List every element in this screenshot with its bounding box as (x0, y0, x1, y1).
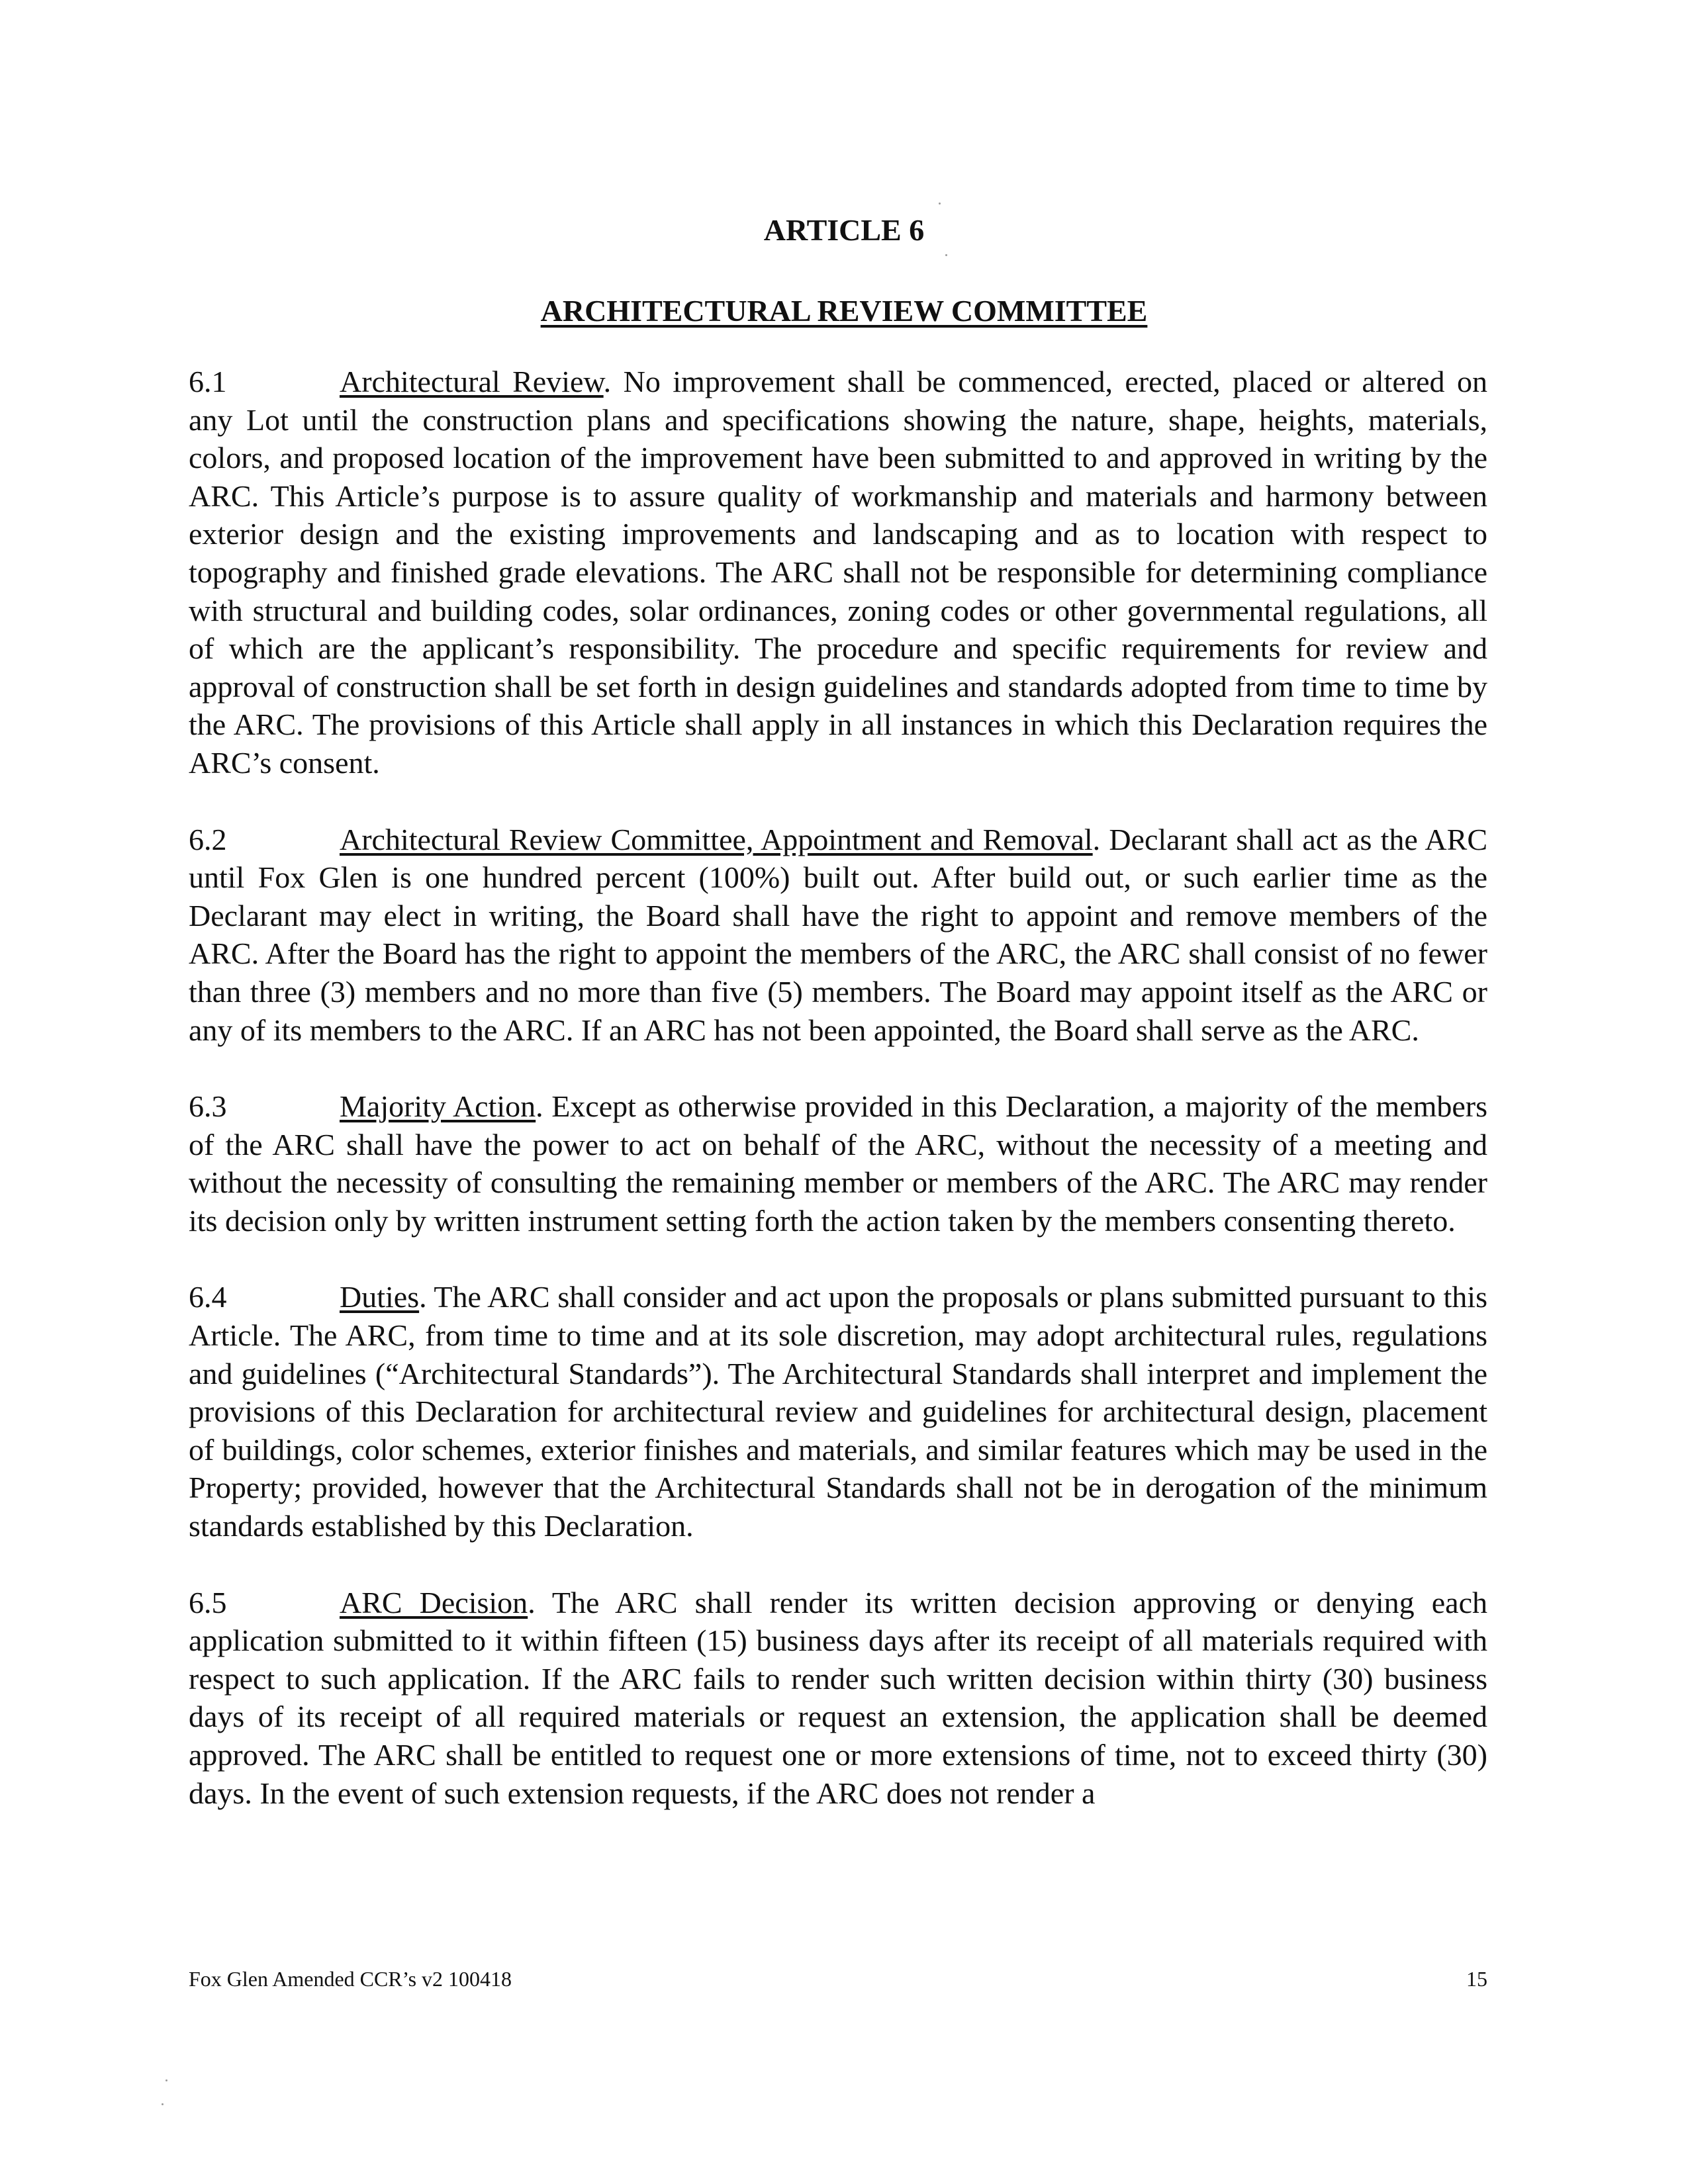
article-body (189, 363, 1487, 1850)
section-heading: Architectural Review Committee, Appointment and Removal (340, 822, 1093, 856)
section-6-3 (189, 1087, 1487, 1240)
section-text: . The ARC shall render its written decision approving or denying each application submitted to it within fifteen (15) business days after its receipt of all materials required with respect to such application. If the ARC fails to render such written decision within thirty (30) business days of its receipt of all required materials or request an extension, the application shall be deemed approved. The ARC shall be entitled to request one or more extensions of time, not to exceed thirty (30) days. In the event of such extension requests, if the ARC does not render a (189, 1585, 1487, 1810)
section-text: . Declarant shall act as the ARC until Fox Glen is one hundred percent (100%) built out. After build out, or such earlier time as the Declarant may elect in writing, the Board shall have the right to appoint and remove members of the ARC. After the Board has the right to appoint the members of the ARC, the ARC shall consist of no fewer than three (3) members and no more than five (5) members. The Board may appoint itself as the ARC or any of its members to the ARC. If an ARC has not been appointed, the Board shall serve as the ARC. (189, 822, 1487, 1047)
section-6-5 (189, 1584, 1487, 1813)
section-heading: Duties (340, 1280, 420, 1314)
section-6-4 (189, 1278, 1487, 1545)
section-heading: Architectural Review (340, 365, 604, 398)
scan-speck (165, 2079, 167, 2081)
section-number: 6.2 (189, 822, 227, 856)
section-6-2 (189, 821, 1487, 1050)
article-title: ARCHITECTURAL REVIEW COMMITTEE (540, 294, 1148, 328)
footer-document-id: Fox Glen Amended CCR’s v2 100418 (189, 1967, 512, 1991)
section-number: 6.3 (189, 1089, 227, 1124)
section-text: . The ARC shall consider and act upon the proposals or plans submitted pursuant to this Article. The ARC, from time to time and at its sole discretion, may adopt architectural rules, regulations and guidelines (“Architectural Standards”). The Architectural Standards shall interpret and implement the provisions of this Declaration for architectural review and guidelines for architectural design, placement of buildings, color schemes, exterior finishes and materials, and similar features which may be used in the Property; provided, however that the Architectural Standards shall not be in derogation of the minimum standards established by this Declaration. (189, 1280, 1487, 1543)
section-6-1 (189, 363, 1487, 782)
scan-speck (939, 203, 941, 205)
scan-speck (945, 254, 947, 256)
section-number: 6.1 (189, 365, 227, 398)
footer-page-number: 15 (1466, 1967, 1487, 1991)
article-number: ARTICLE 6 (763, 213, 925, 247)
section-text: . No improvement shall be commenced, erected, placed or altered on any Lot until the construction plans and specifications showing the nature, shape, heights, materials, colors, and proposed location of the improvement have been submitted to and approved in writing by the ARC. This Article’s purpose is to assure quality of workmanship and materials and harmony between exterior design and the existing improvements and landscaping and as to location with respect to topography and finished grade elevations. The ARC shall not be responsible for determining compliance with structural and building codes, solar ordinances, zoning codes or other governmental regulations, all of which are the applicant’s responsibility. The procedure and specific requirements for review and approval of construction shall be set forth in design guidelines and standards adopted from time to time by the ARC. The provisions of this Article shall apply in all instances in which this Declaration requires the ARC’s consent. (189, 365, 1487, 780)
scan-speck (162, 2103, 164, 2105)
section-text: . Except as otherwise provided in this Declaration, a majority of the members of the ARC shall have the power to act on behalf of the ARC, without the necessity of a meeting and without the necessity of consulting the remaining member or members of the ARC. The ARC may render its decision only by written instrument setting forth the action taken by the members consenting thereto. (189, 1089, 1488, 1238)
section-number: 6.5 (189, 1585, 227, 1619)
section-number: 6.4 (189, 1280, 227, 1314)
section-heading: ARC Decision (340, 1585, 528, 1619)
section-heading: Majority Action (340, 1089, 536, 1124)
